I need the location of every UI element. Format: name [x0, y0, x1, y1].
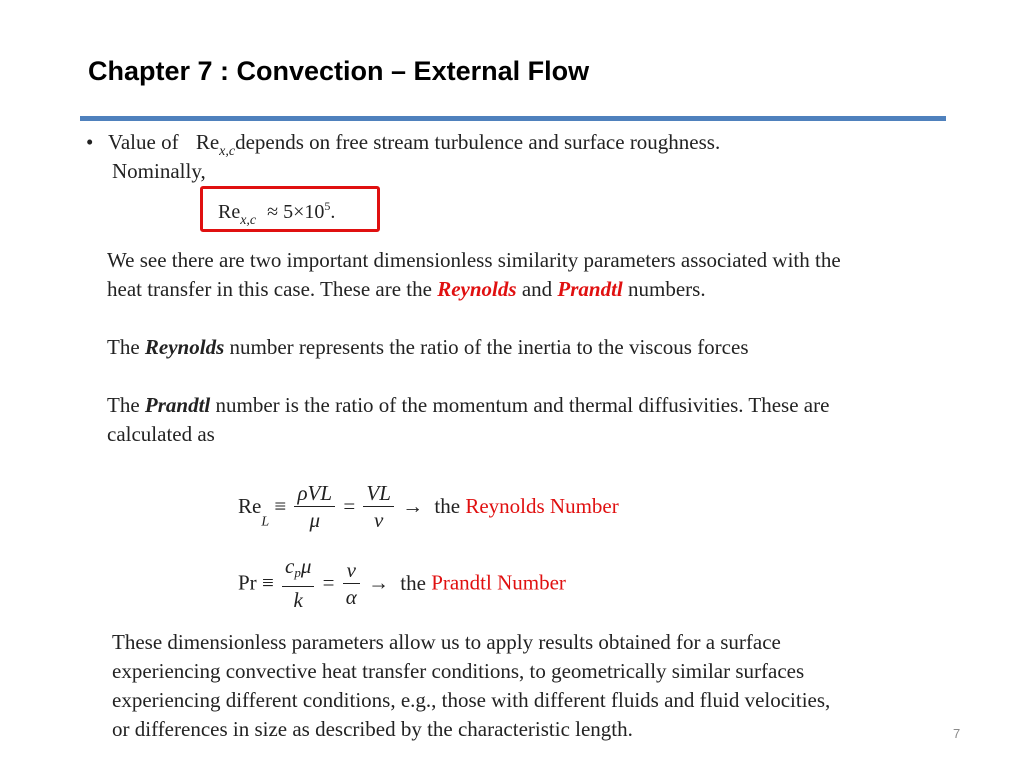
- pr-eq-label: Prandtl Number: [431, 570, 566, 595]
- p1-reynolds-term: Reynolds: [437, 277, 517, 301]
- bullet-text-suffix: depends on free stream turbulence and surface roughness.: [235, 130, 721, 154]
- closing-line-4: or differences in size as described by the characteristic length.: [112, 717, 633, 741]
- p3-suffix: number is the ratio of the momentum and thermal diffusivities. These are: [215, 393, 830, 417]
- slide-title: Chapter 7 : Convection – External Flow: [88, 56, 590, 86]
- paragraph-prandtl-line-1: [107, 391, 829, 420]
- bullet-text-prefix: Value of: [108, 130, 179, 154]
- pr-eq-equiv: ≡: [261, 570, 274, 595]
- re-eq-lhs-sub: L: [261, 514, 270, 530]
- p1-and: and: [521, 277, 553, 301]
- re-eq-equiv: ≡: [274, 494, 287, 518]
- pr-eq-mu: μ: [300, 554, 312, 578]
- pr-eq-cp-c: c: [285, 554, 295, 578]
- critical-re-subscript: x,c: [240, 213, 257, 228]
- pr-eq-cp-sub: p: [294, 565, 301, 580]
- pr-eq-equals: =: [322, 570, 335, 595]
- pr-eq-fraction-2: [343, 557, 360, 610]
- paragraph-prandtl-line-2: calculated as: [107, 422, 215, 446]
- p1-prefix: heat transfer in this case. These are the: [107, 277, 432, 301]
- pr-eq-frac1-den: k: [293, 588, 303, 612]
- paragraph-prandtl: [107, 391, 829, 449]
- p2-reynolds-term: Reynolds: [144, 335, 225, 359]
- closing-line-3: experiencing different conditions, e.g., those with different fluids and fluid velocities,: [112, 688, 831, 712]
- critical-re-equation: [218, 199, 335, 229]
- p2-suffix: number represents the ratio of the inertia to the viscous forces: [229, 335, 749, 359]
- paragraph-similarity: [107, 246, 841, 304]
- pr-eq-frac1-num: [282, 553, 314, 587]
- re-symbol: Re: [195, 130, 220, 154]
- paragraph-similarity-line-2: [107, 275, 841, 304]
- re-eq-frac1-den: μ: [309, 508, 321, 532]
- closing-line-1: These dimensionless parameters allow us to apply results obtained for a surface: [112, 630, 781, 654]
- re-eq-fraction-2: [363, 480, 394, 533]
- pr-eq-frac2-num: v: [343, 557, 360, 584]
- re-subscript: x,c: [219, 144, 236, 159]
- re-eq-equals: =: [343, 494, 356, 518]
- paragraph-reynolds: [107, 333, 749, 362]
- p2-prefix: The: [107, 335, 140, 359]
- reynolds-equation: [238, 480, 619, 533]
- page-number: 7: [953, 726, 961, 741]
- re-eq-frac2-den: v: [374, 508, 384, 532]
- pr-eq-frac2-den: α: [345, 584, 357, 609]
- critical-re-period: .: [330, 201, 336, 223]
- re-eq-frac1-num: ρVL: [294, 480, 335, 507]
- paragraph-closing: [112, 628, 830, 744]
- title-rule: [80, 116, 946, 121]
- re-eq-label: Reynolds Number: [465, 494, 619, 518]
- re-eq-lhs: Re: [238, 494, 262, 518]
- pr-eq-fraction-1: [282, 553, 314, 613]
- paragraph-similarity-line-1: We see there are two important dimensionless similarity parameters associated with the: [107, 248, 841, 272]
- re-eq-frac2-num: VL: [363, 480, 394, 507]
- p3-prandtl-term: Prandtl: [144, 393, 211, 417]
- pr-eq-arrow: →: [368, 570, 390, 595]
- re-eq-fraction-1: [294, 480, 335, 533]
- pr-eq-the: the: [400, 570, 426, 595]
- critical-re-value: ≈ 5×10: [267, 201, 325, 223]
- critical-re-exponent: 5: [324, 199, 331, 213]
- bullet-line-1: [108, 130, 720, 160]
- p3-prefix: The: [107, 393, 140, 417]
- re-eq-arrow: →: [402, 494, 424, 518]
- p1-suffix: numbers.: [628, 277, 706, 301]
- pr-eq-lhs: Pr: [238, 570, 257, 595]
- critical-re-symbol: Re: [218, 201, 241, 223]
- re-eq-the: the: [434, 494, 461, 518]
- bullet-line-2: Nominally,: [112, 159, 206, 183]
- closing-line-2: experiencing convective heat transfer conditions, to geometrically similar surfaces: [112, 659, 805, 683]
- bullet-marker: •: [86, 130, 94, 154]
- prandtl-equation: [238, 553, 566, 613]
- p1-prandtl-term: Prandtl: [557, 277, 623, 301]
